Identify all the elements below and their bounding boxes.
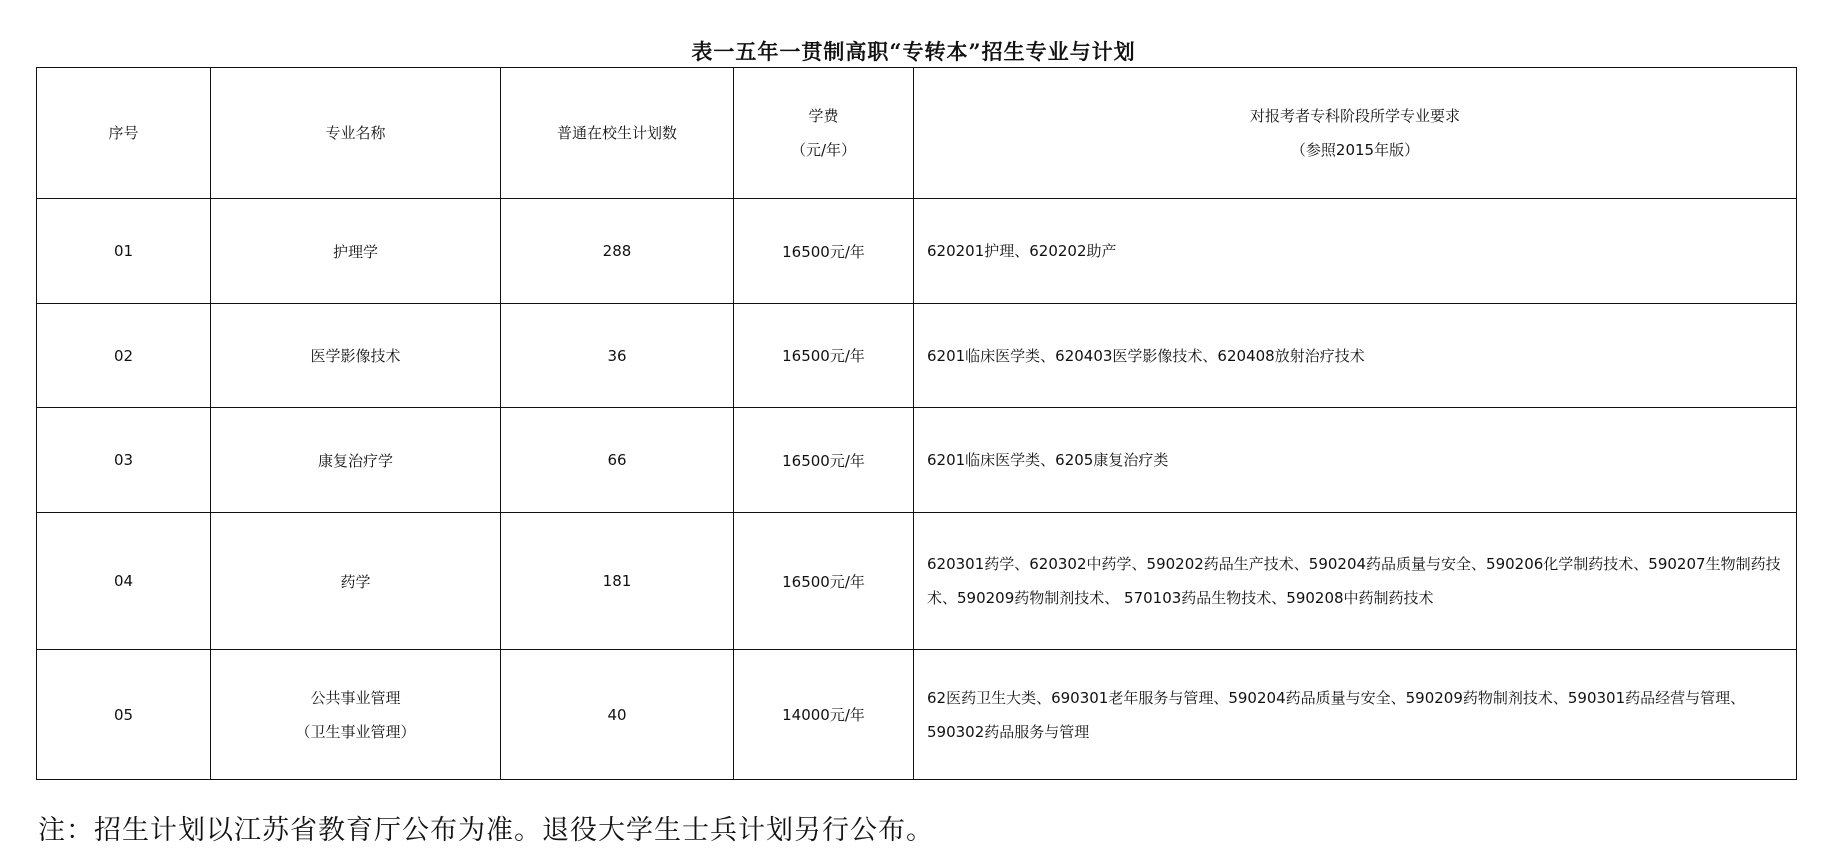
header-major: 专业名称 bbox=[211, 68, 501, 199]
header-req-line2: （参照2015年版） bbox=[1290, 141, 1420, 159]
cell-index: 05 bbox=[37, 650, 211, 780]
cell-requirement: 62医药卫生大类、690301老年服务与管理、590204药品质量与安全、590209药物制剂技术、590301药品经营与管理、590302药品服务与管理 bbox=[914, 650, 1797, 780]
table-header-row bbox=[37, 68, 1797, 199]
header-plan: 普通在校生计划数 bbox=[501, 68, 734, 199]
cell-major-line2: （卫生事业管理） bbox=[295, 722, 416, 741]
header-req-line1: 对报考者专科阶段所学专业要求 bbox=[1249, 107, 1460, 125]
cell-index: 02 bbox=[37, 304, 211, 408]
header-fee-line1: 学费 bbox=[808, 107, 839, 125]
table-row bbox=[37, 408, 1797, 513]
table-row bbox=[37, 199, 1797, 304]
footnote: 注：招生计划以江苏省教育厅公布为准。退役大学生士兵计划另行公布。 bbox=[38, 815, 934, 846]
cell-fee: 14000元/年 bbox=[734, 650, 914, 780]
cell-plan: 36 bbox=[501, 304, 734, 408]
enrollment-plan-table bbox=[36, 67, 1797, 780]
cell-requirement: 6201临床医学类、6205康复治疗类 bbox=[914, 408, 1797, 513]
cell-requirement: 6201临床医学类、620403医学影像技术、620408放射治疗技术 bbox=[914, 304, 1797, 408]
cell-major: 康复治疗学 bbox=[211, 408, 501, 513]
cell-index: 03 bbox=[37, 408, 211, 513]
table-title: 表一五年一贯制高职“专转本”招生专业与计划 bbox=[691, 39, 1136, 64]
cell-major: 医学影像技术 bbox=[211, 304, 501, 408]
cell-requirement: 620201护理、620202助产 bbox=[914, 199, 1797, 304]
header-fee-line2: （元/年） bbox=[790, 141, 857, 159]
cell-fee: 16500元/年 bbox=[734, 199, 914, 304]
cell-fee: 16500元/年 bbox=[734, 304, 914, 408]
table-row bbox=[37, 650, 1797, 780]
header-index: 序号 bbox=[37, 68, 211, 199]
cell-fee: 16500元/年 bbox=[734, 513, 914, 650]
table-row bbox=[37, 513, 1797, 650]
cell-plan: 288 bbox=[501, 199, 734, 304]
cell-major bbox=[211, 650, 501, 780]
cell-plan: 40 bbox=[501, 650, 734, 780]
cell-major: 药学 bbox=[211, 513, 501, 650]
header-requirement bbox=[914, 68, 1797, 199]
cell-plan: 181 bbox=[501, 513, 734, 650]
header-fee bbox=[734, 68, 914, 199]
cell-major-line1: 公共事业管理 bbox=[310, 688, 401, 707]
cell-plan: 66 bbox=[501, 408, 734, 513]
cell-index: 01 bbox=[37, 199, 211, 304]
table-row bbox=[37, 304, 1797, 408]
cell-requirement: 620301药学、620302中药学、590202药品生产技术、590204药品质量与安全、590206化学制药技术、590207生物制药技术、590209药物制剂技术、 570103药品生物技术、590208中药制药技术 bbox=[914, 513, 1797, 650]
cell-major: 护理学 bbox=[211, 199, 501, 304]
cell-index: 04 bbox=[37, 513, 211, 650]
cell-fee: 16500元/年 bbox=[734, 408, 914, 513]
